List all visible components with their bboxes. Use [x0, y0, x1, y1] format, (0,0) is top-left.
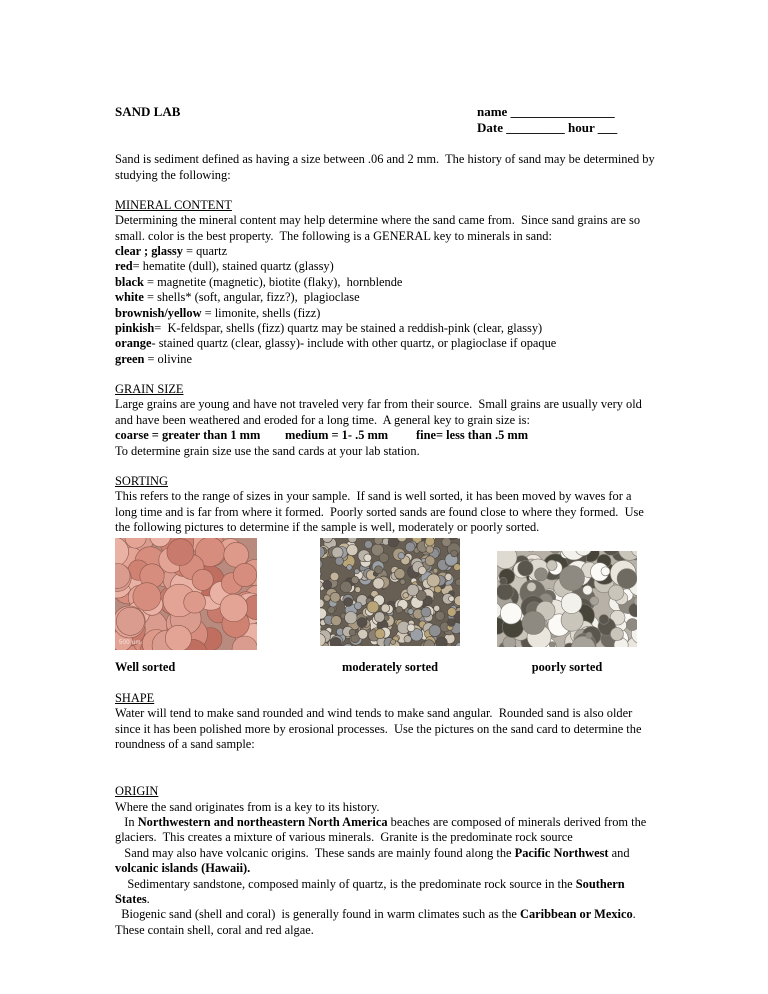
mineral-desc: = limonite, shells (fizz) [201, 305, 321, 320]
sorting-image-row [115, 538, 655, 654]
origin-text: Biogenic sand (shell and coral) is generally found in warm climates such as the [115, 907, 520, 922]
scale-bar-label: 500 um [119, 640, 141, 647]
origin-bold-region: Southern States [115, 876, 628, 906]
origin-paragraph-biogenic [115, 907, 655, 938]
origin-text: beaches are composed of minerals derived from the glaciers. This creates a mixture of various minerals. Granite is the predominate rock source [115, 815, 650, 845]
intro-paragraph: Sand is sediment defined as having a size between .06 and 2 mm. The history of sand may be determined by studying the following: [115, 152, 658, 182]
origin-text: . These contain shell, coral and red algae. [115, 907, 642, 937]
mineral-desc: - stained quartz (clear, glassy)- include with other quartz, or plagioclase if opaque [151, 336, 557, 351]
mineral-desc: = shells* (soft, angular, fizz?), plagioclase [143, 290, 360, 305]
mineral-term: red [115, 259, 133, 274]
mineral-term: white [115, 290, 144, 305]
origin-paragraph-1: Where the sand originates from is a key to its history. [115, 799, 380, 814]
origin-text: . [146, 891, 150, 906]
document-header [115, 104, 655, 136]
origin-heading: ORIGIN [115, 784, 159, 799]
section-mineral-content [115, 198, 655, 367]
page-title: SAND LAB [115, 104, 181, 119]
shape-body: Water will tend to make sand rounded and wind tends to make sand angular. Rounded sand is also older since it has been polished more by erosional processes. Use the pictures on the sand card to determine the roundness of a sand sample: [115, 706, 645, 751]
grain-size-heading: GRAIN SIZE [115, 382, 184, 397]
well-sorted-column [115, 538, 257, 650]
mineral-key-green [115, 352, 655, 367]
section-grain-size [115, 382, 655, 459]
mineral-key-orange [115, 336, 655, 351]
origin-paragraph-sandstone [115, 877, 655, 908]
sorting-heading: SORTING [115, 473, 168, 488]
origin-paragraph-glaciers [115, 815, 655, 846]
moderately-sorted-sand-photo [320, 538, 460, 646]
origin-bold-region: Caribbean or Mexico [520, 907, 633, 922]
moderately-sorted-caption: moderately sorted [342, 660, 438, 675]
origin-text: and [608, 845, 633, 860]
poorly-sorted-caption: poorly sorted [531, 660, 603, 675]
origin-text: Sedimentary sandstone, composed mainly of quartz, is the predominate rock source in the [115, 876, 576, 891]
grain-size-key: coarse = greater than 1 mm medium = 1- .5 mm fine= less than .5 mm [115, 428, 529, 443]
moderately-sorted-column [320, 538, 460, 646]
mineral-term: clear ; glassy [115, 244, 183, 259]
mineral-term: green [115, 351, 145, 366]
mineral-desc: = magnetite (magnetic), biotite (flaky), hornblende [143, 274, 403, 289]
origin-paragraph-volcanic [115, 846, 655, 877]
header-fill-in-fields [477, 104, 655, 136]
name-blank-line: name ________________ [477, 104, 615, 119]
well-sorted-caption: Well sorted [115, 660, 176, 675]
mineral-key-black [115, 275, 655, 290]
origin-bold-region: Pacific Northwest [514, 845, 609, 860]
origin-text: Sand may also have volcanic origins. These sands are mainly found along the [115, 845, 515, 860]
sorting-caption-row [115, 660, 655, 675]
mineral-content-heading: MINERAL CONTENT [115, 197, 232, 212]
mineral-desc: = hematite (dull), stained quartz (glassy) [132, 259, 334, 274]
origin-bold-region: volcanic islands (Hawaii). [115, 861, 251, 876]
poorly-sorted-column [497, 538, 637, 647]
sorting-intro: This refers to the range of sizes in your sample. If sand is well sorted, it has been moved by waves for a long time and is far from where it formed. Poorly sorted sands are found close to where they formed. Use the following pictures to determine if the sample is well, moderately or poorly sorted. [115, 489, 647, 535]
grain-size-intro: Large grains are young and have not traveled very far from their source. Small grains are usually very old and have been weathered and eroded for a long time. A general key to grain size is: [115, 397, 645, 427]
mineral-desc: = quartz [182, 244, 228, 259]
mineral-key-red [115, 259, 655, 274]
mineral-term: pinkish [115, 320, 155, 335]
section-shape [115, 691, 655, 753]
mineral-term: black [115, 274, 144, 289]
section-origin [115, 784, 655, 938]
grain-size-outro: To determine grain size use the sand cards at your lab station. [115, 443, 420, 458]
mineral-key-brownish-yellow [115, 306, 655, 321]
shape-heading: SHAPE [115, 690, 155, 705]
date-hour-blank-line: Date _________ hour ___ [477, 120, 618, 136]
mineral-desc: = K-feldspar, shells (fizz) quartz may be stained a reddish-pink (clear, glassy) [154, 320, 543, 335]
mineral-key-white [115, 290, 655, 305]
mineral-key-pinkish [115, 321, 655, 336]
mineral-term: brownish/yellow [115, 305, 202, 320]
origin-bold-region: Northwestern and northeastern North America [137, 815, 388, 830]
origin-text: In [115, 815, 138, 830]
mineral-key-clear [115, 244, 655, 259]
section-sorting [115, 474, 655, 676]
mineral-term: orange [115, 336, 152, 351]
poorly-sorted-sand-photo [497, 551, 637, 647]
mineral-content-intro: Determining the mineral content may help determine where the sand came from. Since sand grains are so small. color is the best property. The following is a GENERAL key to minerals in sand: [115, 213, 644, 243]
well-sorted-sand-photo [115, 538, 257, 650]
mineral-desc: = olivine [144, 351, 192, 366]
